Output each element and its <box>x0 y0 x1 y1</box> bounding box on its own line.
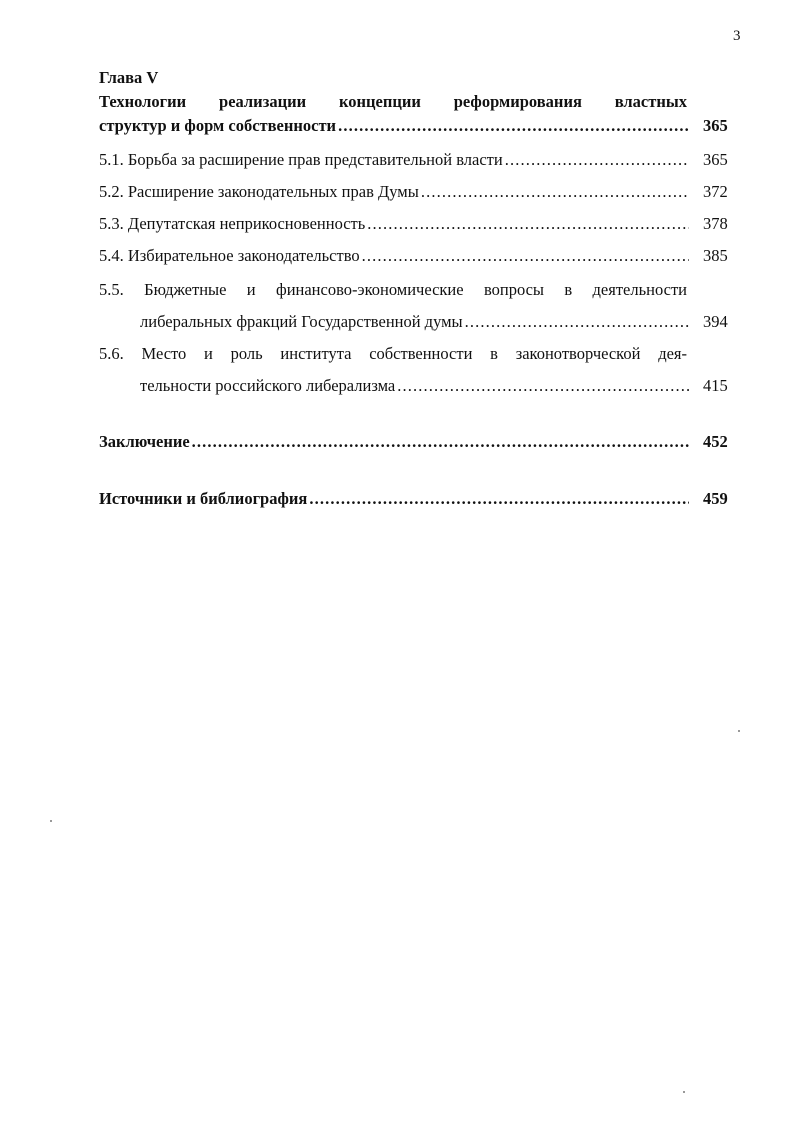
chapter-title-line1: Технологии реализации концепции реформирования властных <box>99 92 687 111</box>
toc-entry-page: 452 <box>703 432 728 451</box>
toc-entry-title: либеральных фракций Государственной думы <box>140 312 463 331</box>
toc-entry-5-3 <box>99 214 728 234</box>
toc-entry-title: 5.2. Расширение законодательных прав Думы <box>99 182 419 201</box>
toc-entry-page: 385 <box>703 246 728 265</box>
leader-dots <box>505 150 689 170</box>
toc-entry-page: 372 <box>703 182 728 201</box>
toc-entry-title: Источники и библиография <box>99 489 308 508</box>
toc-entry-5-1 <box>99 150 728 170</box>
leader-dots <box>338 116 689 136</box>
toc-entry-page: 378 <box>703 214 728 233</box>
toc-entry-title: Заключение <box>99 432 190 451</box>
scan-fleck <box>738 730 740 732</box>
scan-fleck <box>50 820 52 822</box>
toc-entry-title: 5.3. Депутатская неприкосновенность <box>99 214 366 233</box>
chapter-label: Глава V <box>99 68 159 87</box>
leader-dots <box>397 376 689 396</box>
toc-entry-title: тельности российского либерализма <box>140 376 396 395</box>
toc-entry-5-2 <box>99 182 728 202</box>
toc-entry-page: 394 <box>703 312 728 331</box>
toc-entry-5-6-line1: 5.6. Место и роль института собственности в законотворческой дея- <box>99 344 687 363</box>
page-number: 3 <box>733 28 741 44</box>
chapter-title-line2: структур и форм собственности <box>99 116 337 135</box>
toc-entry-page: 365 <box>703 150 728 169</box>
scan-fleck <box>683 1091 685 1093</box>
chapter-title-entry <box>99 116 728 136</box>
leader-dots <box>362 246 689 266</box>
toc-entry-conclusion <box>99 432 728 452</box>
chapter-page: 365 <box>703 116 728 135</box>
toc-entry-5-4 <box>99 246 728 266</box>
toc-entry-5-5 <box>140 312 728 332</box>
toc-entry-page: 415 <box>703 376 728 395</box>
leader-dots <box>367 214 689 234</box>
leader-dots <box>192 432 689 452</box>
toc-entry-title: 5.1. Борьба за расширение прав представительной власти <box>99 150 503 169</box>
toc-entry-5-5-line1: 5.5. Бюджетные и финансово-экономические вопросы в деятельности <box>99 280 687 299</box>
leader-dots <box>465 312 689 332</box>
leader-dots <box>421 182 689 202</box>
toc-entry-page: 459 <box>703 489 728 508</box>
toc-entry-5-6 <box>140 376 728 396</box>
toc-entry-sources <box>99 489 728 509</box>
leader-dots <box>309 489 689 509</box>
toc-entry-title: 5.4. Избирательное законодательство <box>99 246 360 265</box>
